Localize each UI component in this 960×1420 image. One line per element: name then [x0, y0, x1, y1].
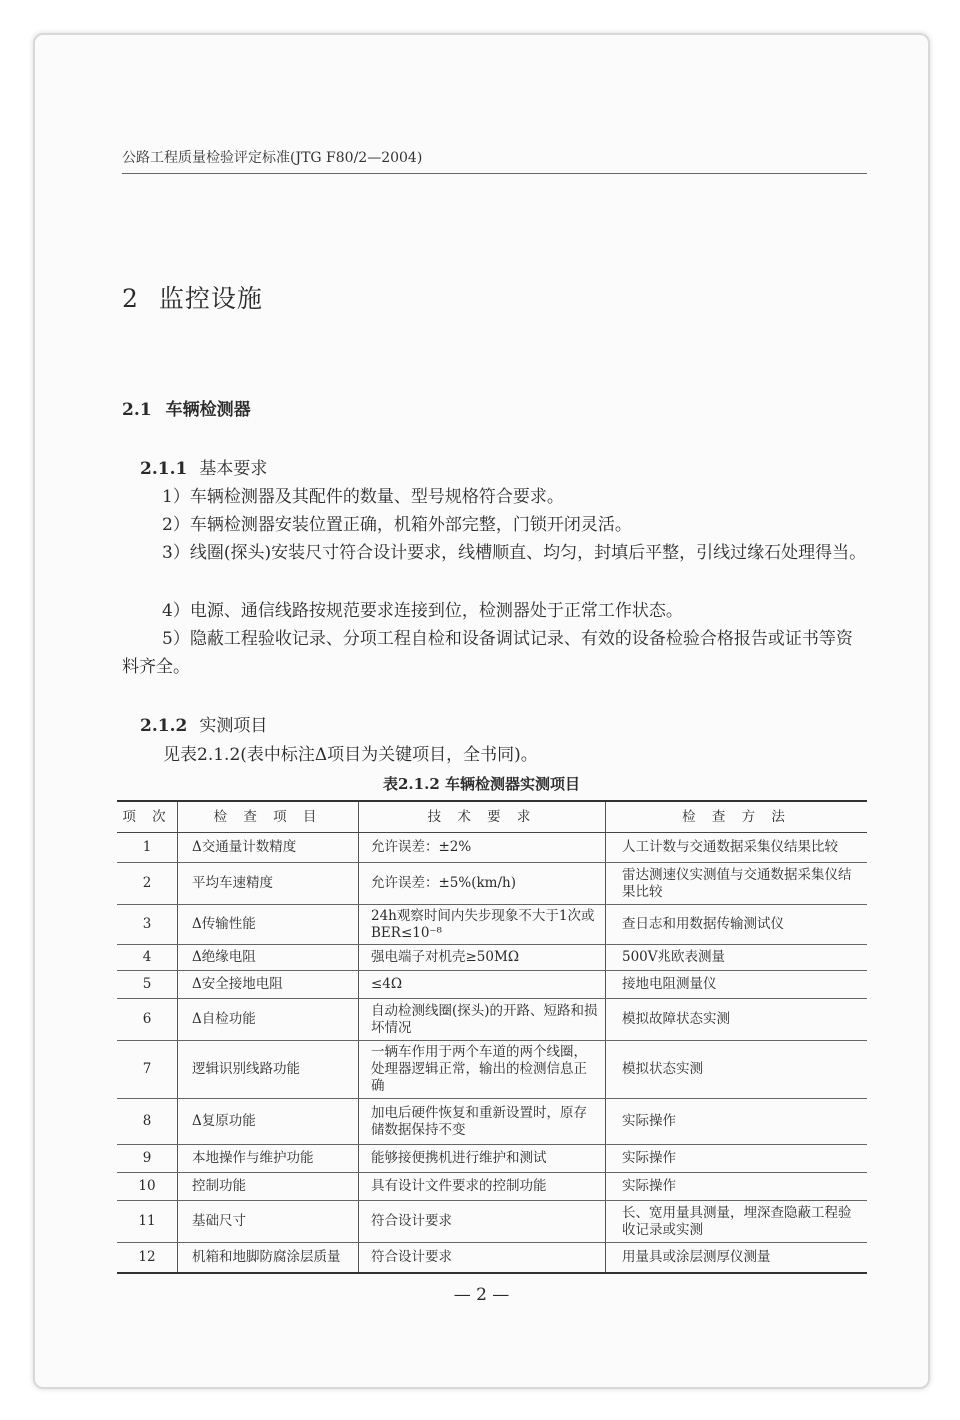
section-number: 2.1 [122, 400, 152, 420]
header-requirement: 技 术 要 求 [359, 801, 606, 833]
measurement-table [117, 800, 867, 1274]
table-row: 10 控制功能 具有设计文件要求的控制功能 实际操作 [117, 1173, 867, 1201]
chapter-title: 监控设施 [158, 284, 263, 313]
table-row: 9 本地操作与维护功能 能够接便携机进行维护和测试 实际操作 [117, 1145, 867, 1173]
requirement-4: 4）电源、通信线路按规范要求连接到位，检测器处于正常工作状态。 [162, 601, 683, 621]
table-row: 11 基础尺寸 符合设计要求 长、宽用量具测量，埋深查隐蔽工程验收记录或实测 [117, 1201, 867, 1243]
running-header: 公路工程质量检验评定标准(JTG F80/2—2004) [122, 150, 423, 166]
table-row: 3 Δ传输性能 24h观察时间内失步现象不大于1次或BER≤10⁻⁸ 查日志和用数据传输测试仪 [117, 905, 867, 945]
header-rule [122, 173, 867, 174]
section-title: 车辆检测器 [165, 400, 251, 420]
section-heading [122, 395, 251, 420]
table-row: 2 平均车速精度 允许误差：±5%(km/h) 雷达测速仪实测值与交通数据采集仪结果比较 [117, 863, 867, 905]
requirement-2: 2）车辆检测器安装位置正确，机箱外部完整，门锁开闭灵活。 [162, 515, 632, 535]
subsection-title: 实测项目 [199, 716, 268, 736]
requirement-1: 1）车辆检测器及其配件的数量、型号规格符合要求。 [162, 487, 564, 507]
subsection-number: 2.1.1 [140, 459, 188, 479]
document-page [33, 33, 930, 1389]
subsection-number: 2.1.2 [140, 716, 188, 736]
table-reference-note: 见表2.1.2(表中标注Δ项目为关键项目，全书同)。 [163, 745, 538, 765]
header-method: 检 查 方 法 [606, 801, 868, 833]
table-row: 6 Δ自检功能 自动检测线圈(探头)的开路、短路和损坏情况 模拟故障状态实测 [117, 999, 867, 1041]
header-item: 检 查 项 目 [178, 801, 359, 833]
table-row: 8 Δ复原功能 加电后硬件恢复和重新设置时，原存储数据保持不变 实际操作 [117, 1099, 867, 1145]
chapter-heading [122, 279, 263, 315]
table-header-row [117, 801, 867, 833]
table-row: 5 Δ安全接地电阻 ≤4Ω 接地电阻测量仪 [117, 971, 867, 999]
requirement-5: 5）隐蔽工程验收记录、分项工程自检和设备调试记录、有效的设备检验合格报告或证书等资料齐全。 [122, 629, 853, 677]
table-row: 7 逻辑识别线路功能 一辆车作用于两个车道的两个线圈，处理器逻辑正常，输出的检测信息正确 模拟状态实测 [117, 1041, 867, 1099]
subsection-measured-items [140, 711, 267, 736]
subsection-basic-requirements [140, 454, 267, 479]
requirement-3: 3）线圈(探头)安装尺寸符合设计要求，线槽顺直、均匀，封填后平整，引线过缘石处理得当。 [162, 543, 867, 563]
subsection-title: 基本要求 [199, 459, 268, 479]
page-number: — 2 — [453, 1285, 510, 1305]
header-no: 项 次 [117, 801, 178, 833]
table-row: 12 机箱和地脚防腐涂层质量 符合设计要求 用量具或涂层测厚仪测量 [117, 1243, 867, 1273]
chapter-number: 2 [122, 284, 139, 313]
table-caption: 表2.1.2 车辆检测器实测项目 [383, 775, 580, 793]
table-row: 1 Δ交通量计数精度 允许误差：±2% 人工计数与交通数据采集仪结果比较 [117, 833, 867, 863]
table-row: 4 Δ绝缘电阻 强电端子对机壳≥50MΩ 500V兆欧表测量 [117, 945, 867, 971]
